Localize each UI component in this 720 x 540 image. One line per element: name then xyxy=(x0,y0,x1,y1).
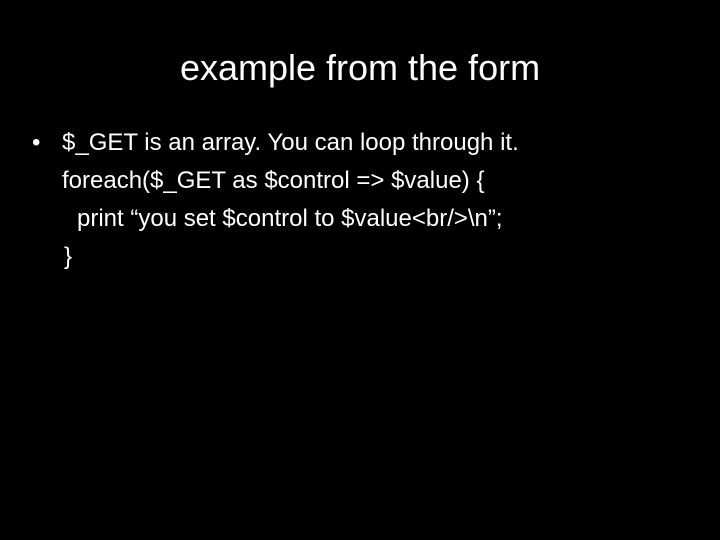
slide-title: example from the form xyxy=(179,47,541,88)
bullet-text: $_GET is an array. You can loop through it. xyxy=(62,129,519,156)
code-line-close-brace: } xyxy=(64,243,73,270)
bullet-marker: • xyxy=(32,129,41,156)
code-line-foreach: foreach($_GET as $control => $value) { xyxy=(62,167,485,194)
code-line-print: print “you set $control to $value<br/>\n”; xyxy=(77,205,503,232)
